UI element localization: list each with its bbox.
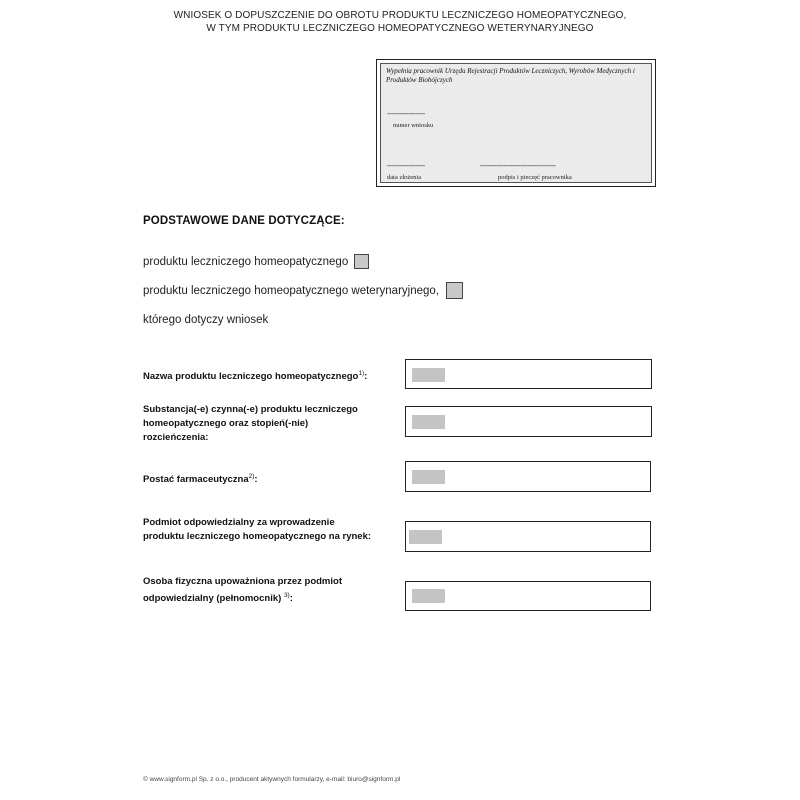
authorized-person-label bbox=[143, 575, 405, 606]
active-substance-line-2: homeopatycznego oraz stopień(-nie) bbox=[143, 418, 309, 429]
active-substance-line-1: Substancja(-e) czynna(-e) produktu leczniczego bbox=[143, 404, 358, 415]
responsible-entity-line-2: produktu leczniczego homeopatycznego na rynek: bbox=[143, 531, 372, 542]
footnote-2-ref: 2) bbox=[248, 473, 255, 480]
active-substance-label bbox=[143, 403, 405, 445]
pharmaceutical-form-label-colon: : bbox=[254, 474, 258, 486]
authorized-person-line-1: Osoba fizyczna upoważniona przez podmiot bbox=[143, 576, 342, 587]
option-homeopathic-label: produktu leczniczego homeopatycznego bbox=[143, 255, 349, 268]
authorized-person-line-2-row bbox=[143, 589, 405, 606]
authorized-person-line-2: odpowiedzialny (pełnomocnik) bbox=[143, 593, 282, 605]
application-subject-text: którego dotyczy wniosek bbox=[143, 314, 269, 326]
product-name-fill bbox=[412, 368, 445, 382]
product-name-label-text: Nazwa produktu leczniczego homeopatycznego bbox=[143, 371, 359, 383]
footnote-1-ref: 1) bbox=[358, 370, 365, 377]
footer-credit: © www.signform.pl Sp. z o.o., producent aktywnych formularzy, e-mail: biuro@signform.pl bbox=[143, 776, 401, 783]
title-line-2: W TYM PRODUKTU LECZNICZEGO HOMEOPATYCZNEGO WETERYNARYJNEGO bbox=[206, 23, 594, 34]
responsible-entity-fill bbox=[409, 530, 442, 544]
option-veterinary-row bbox=[143, 282, 463, 299]
footnote-3-ref: 3) bbox=[283, 592, 290, 599]
product-name-label bbox=[143, 367, 405, 384]
signature-label: podpis i pieczęć pracownika bbox=[498, 174, 572, 181]
active-substance-field[interactable] bbox=[405, 406, 652, 437]
active-substance-fill bbox=[412, 415, 445, 429]
office-use-note: Wypełnia pracownik Urzędu Rejestracji Produktów Leczniczych, Wyrobów Medycznych i Produktów Biobójczych bbox=[386, 67, 635, 84]
authorized-person-colon: : bbox=[289, 593, 293, 605]
pharmaceutical-form-label-text: Postać farmaceutyczna bbox=[143, 474, 249, 486]
document-title bbox=[140, 9, 660, 35]
responsible-entity-line-1: Podmiot odpowiedzialny za wprowadzenie bbox=[143, 517, 335, 528]
option-veterinary-label: produktu leczniczego homeopatycznego weterynaryjnego, bbox=[143, 284, 439, 297]
homeopathic-checkbox[interactable] bbox=[354, 254, 369, 269]
date-dashes: ---------------- bbox=[387, 161, 425, 170]
title-line-1: WNIOSEK O DOPUSZCZENIE DO OBROTU PRODUKTU LECZNICZEGO HOMEOPATYCZNEGO, bbox=[173, 10, 627, 21]
product-name-field[interactable] bbox=[405, 359, 652, 389]
pharmaceutical-form-label bbox=[143, 470, 405, 487]
number-dashes: ---------------- bbox=[387, 109, 425, 118]
active-substance-line-3: rozcieńczenia: bbox=[143, 432, 209, 443]
product-name-label-colon: : bbox=[364, 371, 368, 383]
veterinary-checkbox[interactable] bbox=[446, 282, 463, 299]
responsible-entity-label bbox=[143, 516, 405, 544]
authorized-person-field[interactable] bbox=[405, 581, 651, 611]
responsible-entity-field[interactable] bbox=[405, 521, 651, 552]
option-homeopathic-row bbox=[143, 254, 369, 269]
pharmaceutical-form-field[interactable] bbox=[405, 461, 651, 492]
authorized-person-fill bbox=[412, 589, 445, 603]
office-use-box bbox=[376, 59, 656, 187]
submission-date-label: data złożenia bbox=[387, 174, 422, 181]
office-use-inner bbox=[380, 63, 652, 183]
application-number-label: numer wniosku bbox=[393, 122, 434, 129]
section-heading: PODSTAWOWE DANE DOTYCZĄCE: bbox=[143, 215, 345, 227]
signature-dashes: -------------------------------- bbox=[480, 161, 556, 170]
pharmaceutical-form-fill bbox=[412, 470, 445, 484]
